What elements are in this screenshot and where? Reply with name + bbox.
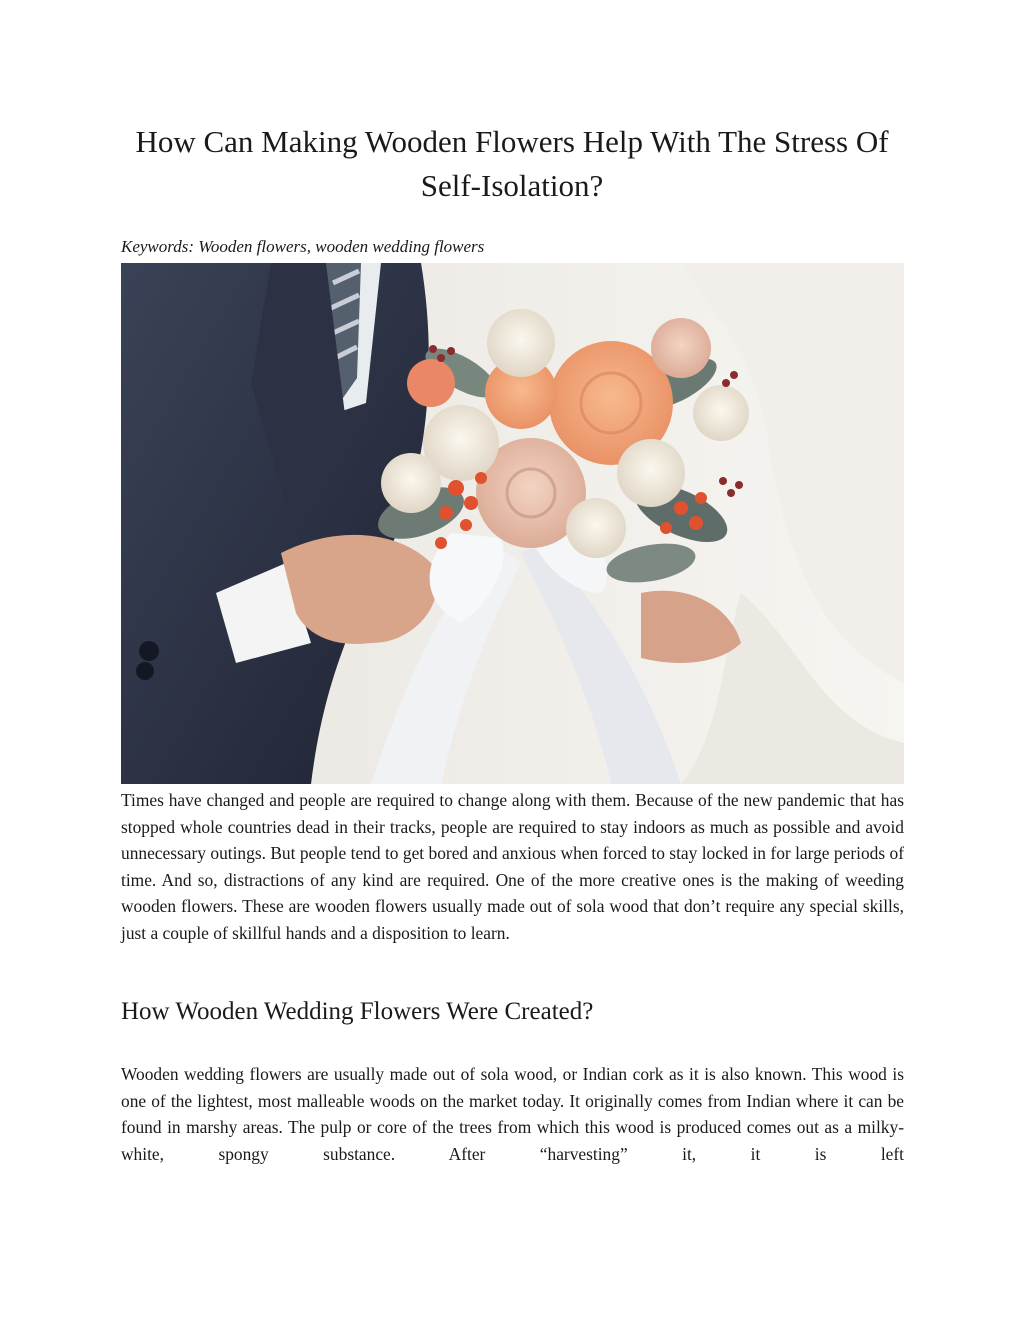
bouquet-illustration bbox=[121, 263, 904, 784]
wedding-bouquet-photo bbox=[121, 263, 904, 784]
page-title: How Can Making Wooden Flowers Help With The Stress Of Self-Isolation? bbox=[135, 124, 889, 203]
section-paragraph: Wooden wedding flowers are usually made out of sola wood, or Indian cork as it is also known. This wood is one of the lightest, most malleable woods on the market today. It originally comes from Indian where it can be found in marshy areas. The pulp or core of the trees from which this wood is produced comes out as a milky-white, spongy substance. After “harvesting” it, it is left bbox=[121, 1064, 904, 1164]
keywords-line: Keywords: Wooden flowers, wooden wedding flowers bbox=[121, 237, 485, 256]
intro-paragraph: Times have changed and people are required to change along with them. Because of the new pandemic that has stopped whole countries dead in their tracks, people are required to stay indoors as much as possible and avoid unnecessary outings. But people tend to get bored and anxious when forced to stay locked in for large periods of time. And so, distractions of any kind are required. One of the more creative ones is the making of weeding wooden flowers. These are wooden flowers usually made out of sola wood that don’t require any special skills, just a couple of skillful hands and a disposition to learn. bbox=[121, 790, 904, 943]
section-heading: How Wooden Wedding Flowers Were Created? bbox=[121, 998, 594, 1025]
